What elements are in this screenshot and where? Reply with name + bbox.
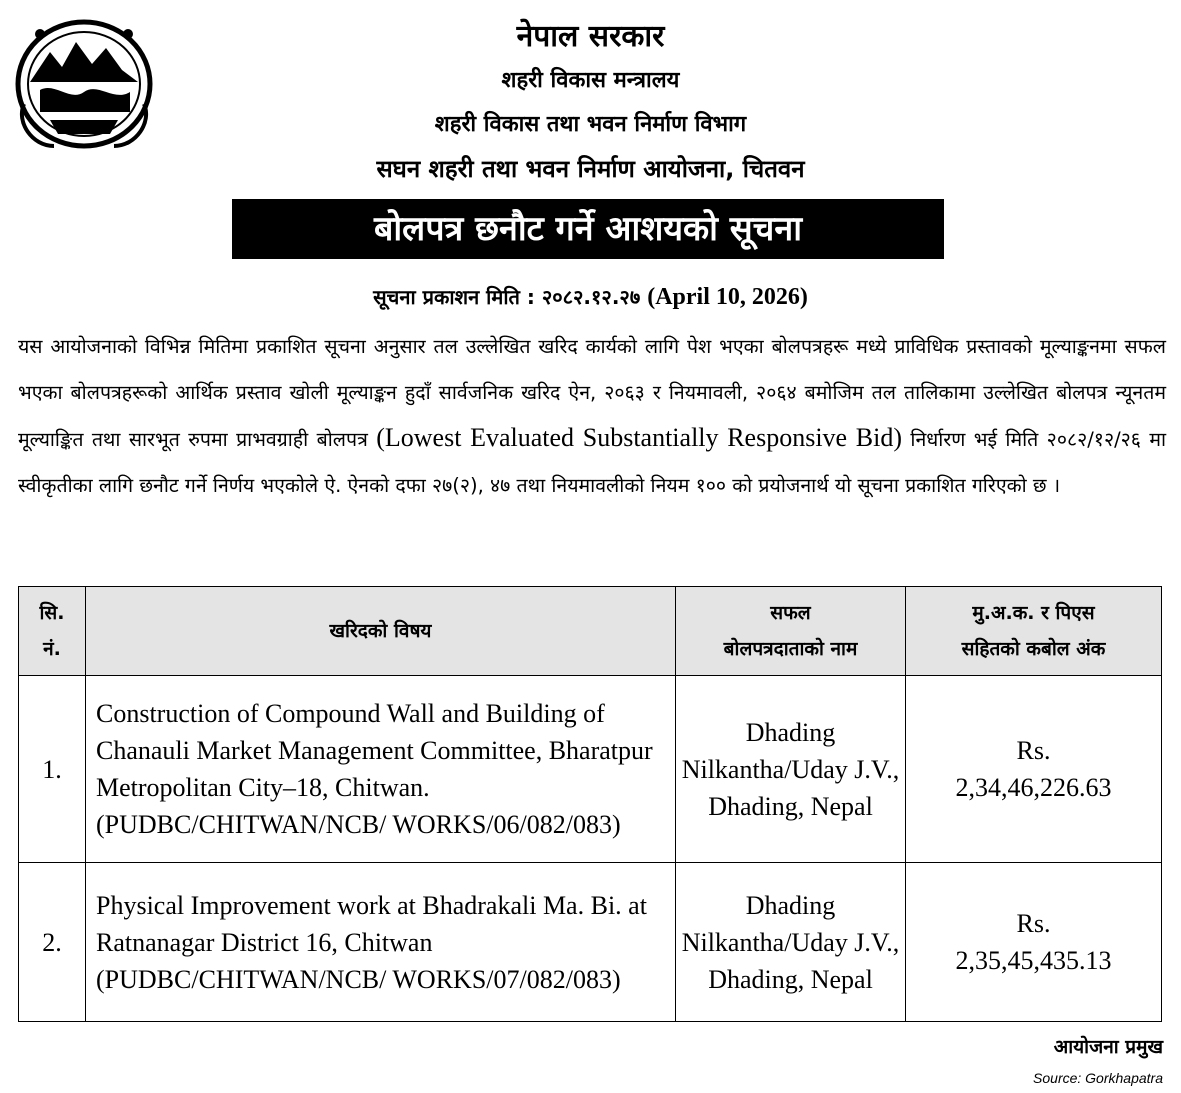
row-procurement-subject: Construction of Compound Wall and Building of Chanauli Market Management Committee, Bharatpur Metropolitan City–18, Chitwan. (PUDBC/CHITWAN/NCB/ WORKS/06/082/083) — [86, 676, 676, 863]
row-bidder-name: Dhading Nilkantha/Uday J.V., Dhading, Nepal — [676, 676, 906, 863]
source-credit: Source: Gorkhapatra — [1033, 1070, 1163, 1086]
table-row — [19, 863, 1162, 1022]
notice-title: बोलपत्र छनौट गर्ने आशयको सूचना — [232, 199, 944, 259]
row-bid-amount: Rs. 2,35,45,435.13 — [906, 863, 1162, 1022]
row-bid-amount: Rs. 2,34,46,226.63 — [906, 676, 1162, 863]
department-name: शहरी विकास तथा भवन निर्माण विभाग — [434, 112, 747, 137]
publication-date-english: (April 10, 2026) — [647, 284, 808, 310]
notice-body — [18, 324, 1166, 509]
row-serial-number: 1. — [19, 676, 86, 863]
table-row — [19, 676, 1162, 863]
row-serial-number: 2. — [19, 863, 86, 1022]
bid-table — [18, 586, 1162, 1022]
ministry-name: शहरी विकास मन्त्रालय — [501, 68, 680, 93]
publication-date-label: सूचना प्रकाशन मिति : २०८२.१२.२७ — [373, 285, 641, 309]
header-successful-bidder: सफल बोलपत्रदाताको नाम — [676, 587, 906, 676]
notice-body-english-term: (Lowest Evaluated Substantially Responsive Bid) — [376, 423, 902, 453]
header-bid-amount: मु.अ.क. र पिएस सहितको कबोल अंक — [906, 587, 1162, 676]
row-bidder-name: Dhading Nilkantha/Uday J.V., Dhading, Nepal — [676, 863, 906, 1022]
header-procurement-subject: खरिदको विषय — [86, 587, 676, 676]
signatory-title: आयोजना प्रमुख — [1053, 1036, 1163, 1058]
row-procurement-subject: Physical Improvement work at Bhadrakali Ma. Bi. at Ratnanagar District 16, Chitwan (PUDBC/CHITWAN/NCB/ WORKS/07/082/083) — [86, 863, 676, 1022]
header-serial-number: सि. नं. — [19, 587, 86, 676]
notice-body-part1: यस आयोजनाको विभिन्न मितिमा प्रकाशित सूचना अनुसार तल उल्लेखित खरिद कार्यको लागि पेश भएका बोलपत्रहरू मध्ये प्राविधिक प्रस्तावको मूल्याङ्कनमा सफल भएका बोलपत्रहरूको आर्थिक प्रस्ताव खोली मूल्याङ्कन हुदाँ सार्वजनिक खरिद ऐन, २०६३ र नियमावली, २०६४ बमोजिम तल तालिकामा उल्लेखित बोलपत्र न्यूनतम मूल्याङ्कित तथा सारभूत रुपमा प्राभवग्राही बोलपत्र — [18, 335, 1166, 452]
table-header-row — [19, 587, 1162, 676]
notice-body-part3: निर्धारण भई मिति २०८२/१२/२६ मा स्वीकृतीका लागि छनौट गर्ने निर्णय भएकोले ऐ. ऐनको दफा २७(२), ४७ तथा नियमावलीको नियम १०० को प्रयोजनार्थ यो सूचना प्रकाशित गरिएको छ । — [18, 428, 1167, 498]
project-name: सघन शहरी तथा भवन निर्माण आयोजना, चितवन — [376, 155, 805, 183]
publication-date — [0, 283, 1181, 311]
government-name: नेपाल सरकार — [516, 19, 665, 54]
